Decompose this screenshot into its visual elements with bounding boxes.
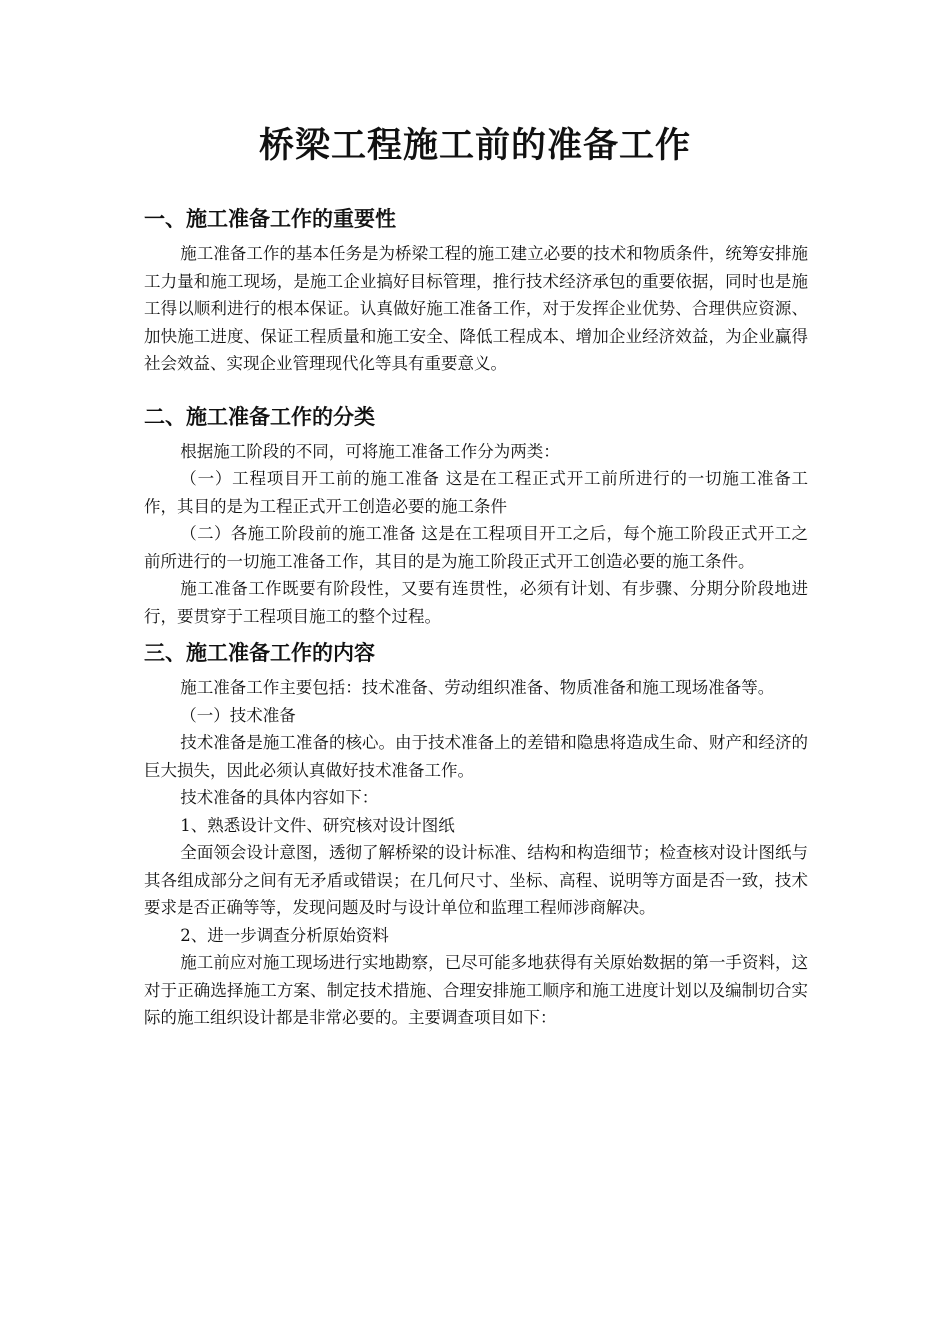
- section-2-paragraph-4: 施工准备工作既要有阶段性，又要有连贯性，必须有计划、有步骤、分期分阶段地进行，要贯穿于工程项目施工的整个过程。: [144, 579, 808, 626]
- section-2-paragraph-1: 根据施工阶段的不同，可将施工准备工作分为两类：: [180, 441, 560, 461]
- section-3-paragraph-7: 2、进一步调查分析原始资料: [180, 925, 389, 945]
- section-3-paragraph-8: 施工前应对施工现场进行实地勘察，已尽可能多地获得有关原始数据的第一手资料，这对于正确选择施工方案、制定技术措施、合理安排施工顺序和施工进度计划以及编制切合实际的施工组织设计都是非常必要的。主要调查项目如下：: [144, 953, 808, 1027]
- section-1-paragraph-1: 施工准备工作的基本任务是为桥梁工程的施工建立必要的技术和物质条件，统筹安排施工力量和施工现场，是施工企业搞好目标管理，推行技术经济承包的重要依据，同时也是施工得以顺利进行的根本保证。认真做好施工准备工作，对于发挥企业优势、合理供应资源、加快施工进度、保证工程质量和施工安全、降低工程成本、增加企业经济效益，为企业赢得社会效益、实现企业管理现代化等具有重要意义。: [144, 244, 808, 373]
- document-body: [144, 202, 808, 1032]
- document-title: 桥梁工程施工前的准备工作: [258, 126, 691, 166]
- section-2-paragraph-2: （一）工程项目开工前的施工准备 这是在工程正式开工前所进行的一切施工准备工作，其目的是为工程正式开工创造必要的施工条件: [144, 469, 808, 516]
- section-3-paragraph-1: 施工准备工作主要包括：技术准备、劳动组织准备、物质准备和施工现场准备等。: [180, 678, 775, 697]
- section-3-paragraph-3: 技术准备是施工准备的核心。由于技术准备上的差错和隐患将造成生命、财产和经济的巨大损失，因此必须认真做好技术准备工作。: [144, 733, 808, 780]
- section-3-heading: 三、施工准备工作的内容: [144, 641, 375, 665]
- section-3-paragraph-6: 全面领会设计意图，透彻了解桥梁的设计标准、结构和构造细节；检查核对设计图纸与其各组成部分之间有无矛盾或错误；在几何尺寸、坐标、高程、说明等方面是否一致，技术要求是否正确等等，发现问题及时与设计单位和监理工程师涉商解决。: [144, 843, 808, 917]
- section-1-heading: 一、施工准备工作的重要性: [144, 207, 396, 231]
- section-3-paragraph-2: （一）技术准备: [180, 705, 296, 725]
- section-3-paragraph-4: 技术准备的具体内容如下：: [180, 788, 379, 807]
- section-3-paragraph-5: 1、熟悉设计文件、研究核对设计图纸: [180, 815, 455, 835]
- section-2-heading: 二、施工准备工作的分类: [144, 404, 375, 429]
- section-2-paragraph-3: （二）各施工阶段前的施工准备 这是在工程项目开工之后，每个施工阶段正式开工之前所进行的一切施工准备工作，其目的是为施工阶段正式开工创造必要的施工条件。: [144, 524, 808, 571]
